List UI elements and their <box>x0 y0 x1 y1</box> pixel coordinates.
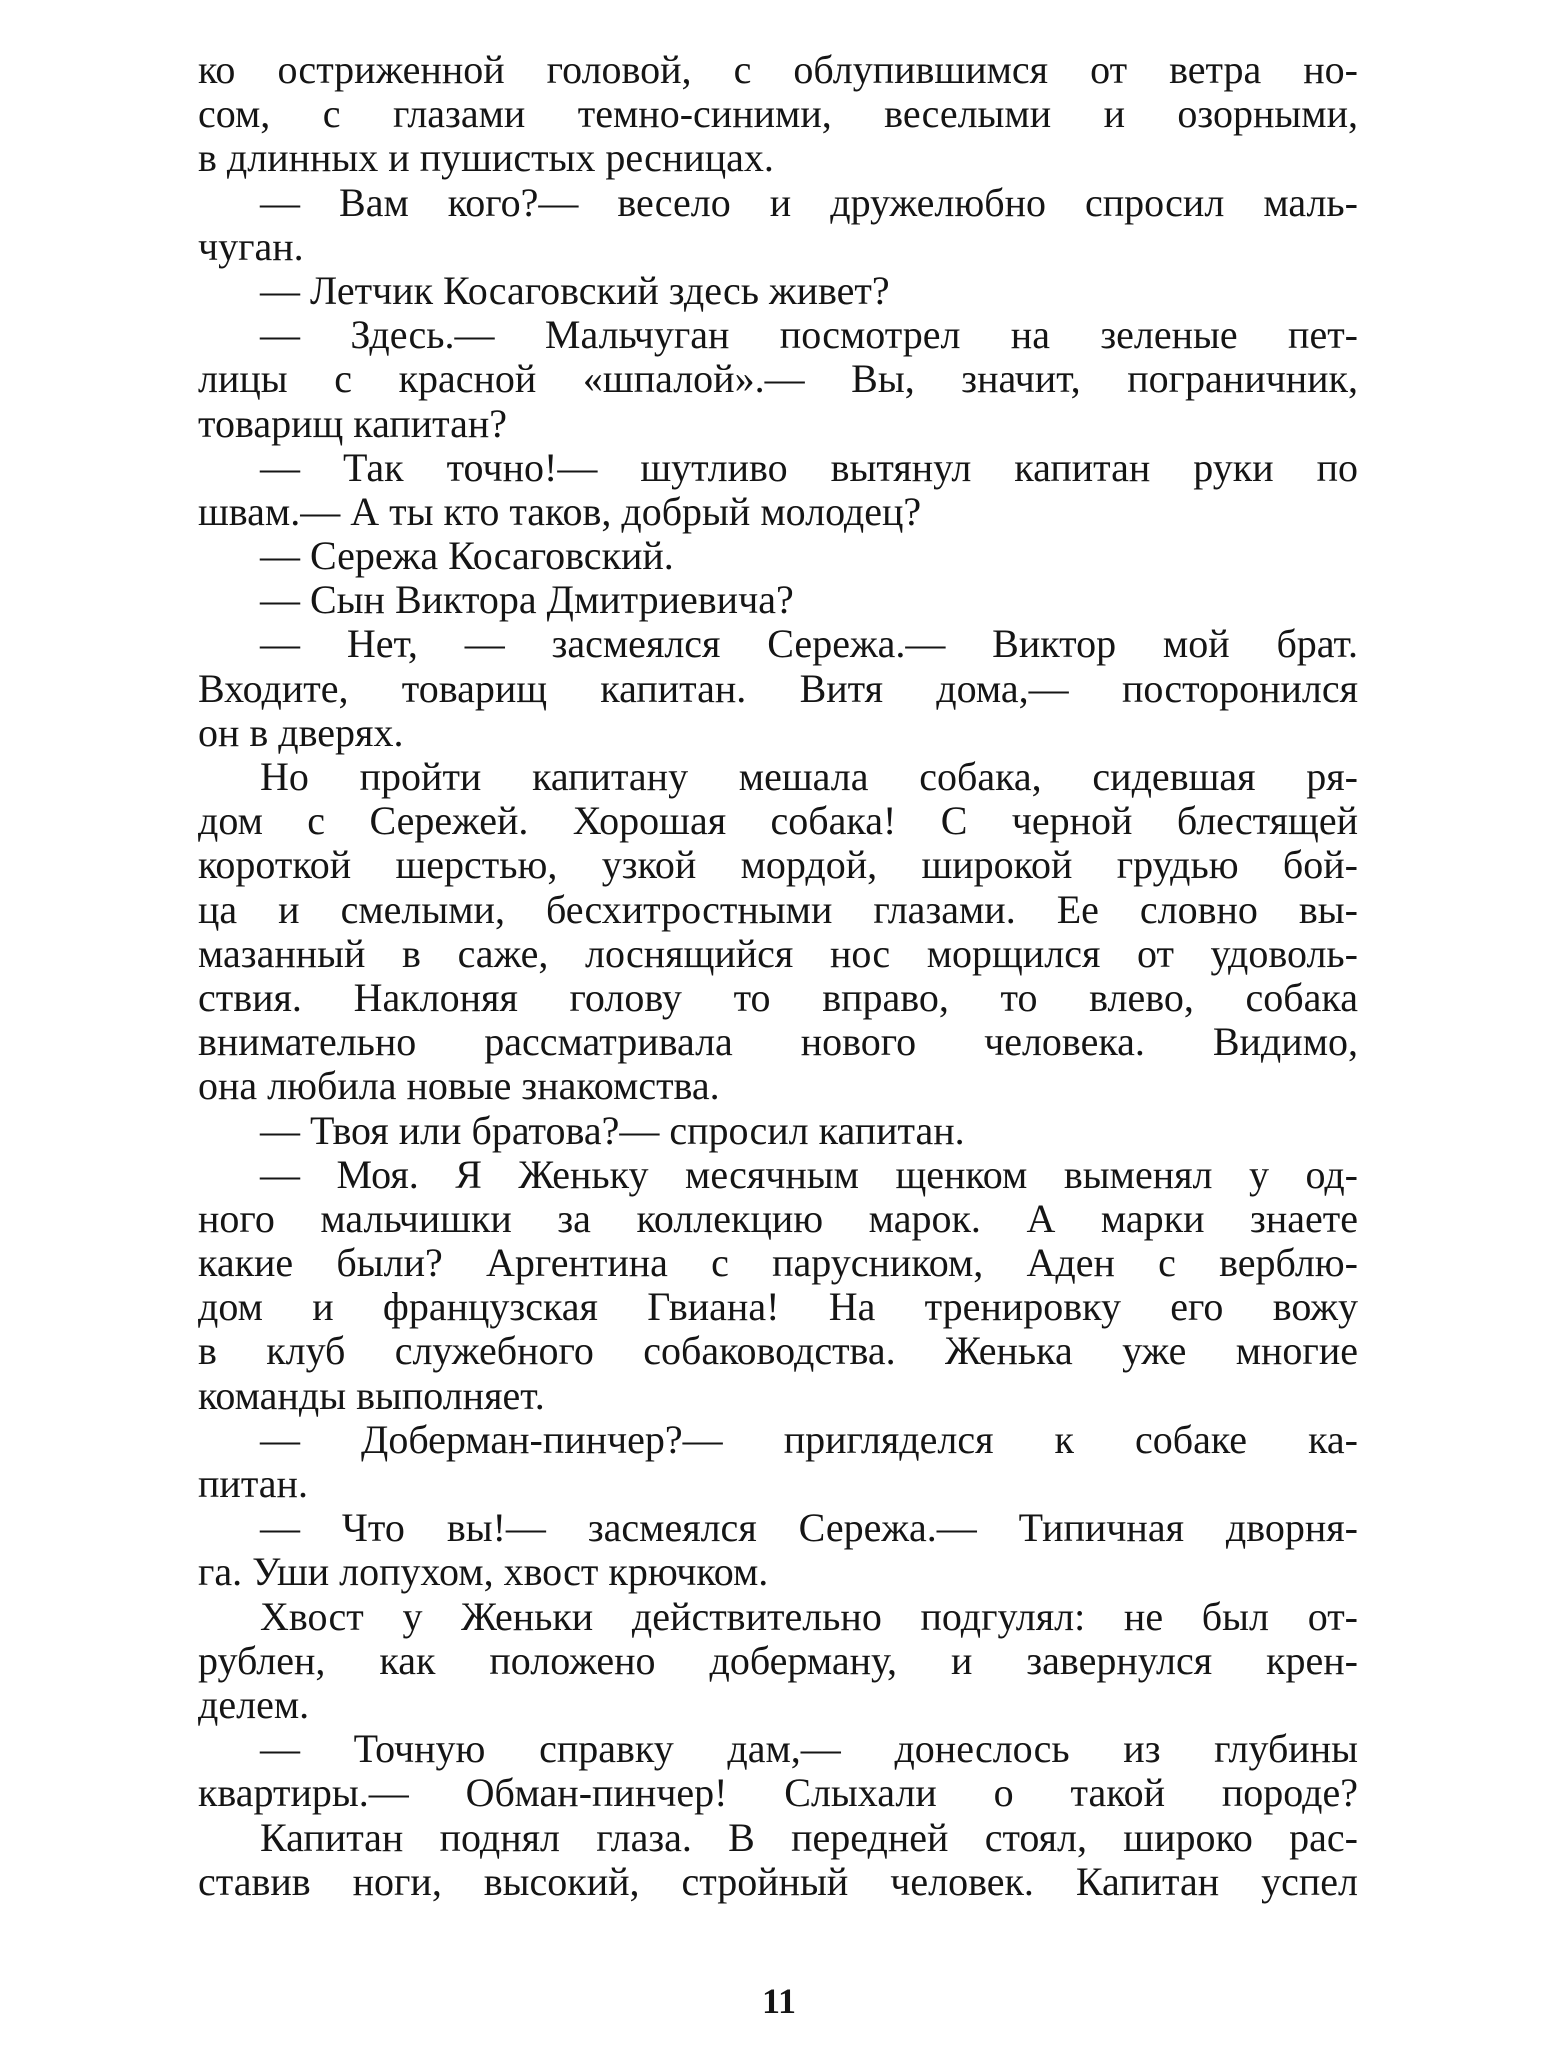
text-line: — Точную справку дам,— донеслось из глубины <box>260 1726 1358 1772</box>
text-line: ца и смелыми, бесхитростными глазами. Ее словно вы- <box>198 886 1358 932</box>
text-line: Но пройти капитану мешала собака, сидевшая ря- <box>260 754 1358 799</box>
text-line: в клуб служебного собаководства. Женька уже многие <box>198 1328 1358 1374</box>
text-line: рублен, как положено доберману, и завернулся крен- <box>198 1637 1358 1683</box>
text-line: — Летчик Косаговский здесь живет? <box>260 267 890 313</box>
text-line: — Моя. Я Женьку месячным щенком выменял у од- <box>260 1151 1358 1197</box>
text-line: мазанный в саже, лоснящийся нос морщился от удоволь- <box>198 930 1358 976</box>
text-line: сом, с глазами темно-синими, веселыми и озорными, <box>198 91 1358 137</box>
page-number: 11 <box>761 1981 796 2021</box>
text-line: делем. <box>198 1681 310 1727</box>
text-line: квартиры.— Обман-пинчер! Слыхали о такой породе? <box>198 1770 1358 1816</box>
text-line: какие были? Аргентина с парусником, Аден с верблю- <box>198 1240 1358 1286</box>
text-line: короткой шерстью, узкой мордой, широкой грудью бой- <box>198 842 1358 888</box>
text-line: дом и французская Гвиана! На тренировку его вожу <box>198 1284 1358 1330</box>
text-line: Входите, товарищ капитан. Витя дома,— посторонился <box>198 665 1358 711</box>
text-line: ствия. Наклоняя голову то вправо, то влево, собака <box>198 974 1358 1020</box>
text-line: товарищ капитан? <box>198 400 508 446</box>
text-line: — Доберман-пинчер?— пригляделся к собаке ка- <box>260 1416 1358 1462</box>
text-line: он в дверях. <box>198 709 404 755</box>
text-line: чуган. <box>198 223 304 269</box>
text-line: ставив ноги, высокий, стройный человек. Капитан успел <box>198 1858 1358 1904</box>
text-line: команды выполняет. <box>198 1372 545 1418</box>
text-line: Капитан поднял глаза. В передней стоял, широко рас- <box>260 1814 1358 1860</box>
text-line: — Сережа Косаговский. <box>260 533 674 579</box>
text-line: — Сын Виктора Дмитриевича? <box>260 577 794 623</box>
text-line: ного мальчишки за коллекцию марок. А марки знаете <box>198 1195 1358 1241</box>
text-line: — Твоя или братова?— спросил капитан. <box>260 1107 965 1153</box>
text-line: в длинных и пушистых ресницах. <box>198 135 774 181</box>
text-line: она любила новые знакомства. <box>198 1063 720 1109</box>
text-line: внимательно рассматривала нового человека. Видимо, <box>198 1019 1358 1065</box>
text-line: лицы с красной «шпалой».— Вы, значит, пограничник, <box>198 356 1358 402</box>
text-line: — Вам кого?— весело и дружелюбно спросил маль- <box>260 179 1358 225</box>
body-text <box>198 48 1358 1938</box>
text-line: ко остриженной головой, с облупившимся от ветра но- <box>198 47 1358 92</box>
text-line: швам.— А ты кто таков, добрый молодец? <box>198 488 922 534</box>
text-line: — Что вы!— засмеялся Сережа.— Типичная дворня- <box>260 1505 1358 1551</box>
text-line: — Нет, — засмеялся Сережа.— Виктор мой брат. <box>260 621 1358 667</box>
text-line: Хвост у Женьки действительно подгулял: не был от- <box>260 1593 1358 1639</box>
text-line: дом с Сережей. Хорошая собака! С черной блестящей <box>198 798 1358 844</box>
text-line: — Так точно!— шутливо вытянул капитан руки по <box>260 444 1358 490</box>
text-line: — Здесь.— Мальчуган посмотрел на зеленые пет- <box>260 312 1358 358</box>
text-line: питан. <box>198 1461 308 1506</box>
text-line: га. Уши лопухом, хвост крючком. <box>198 1549 769 1595</box>
